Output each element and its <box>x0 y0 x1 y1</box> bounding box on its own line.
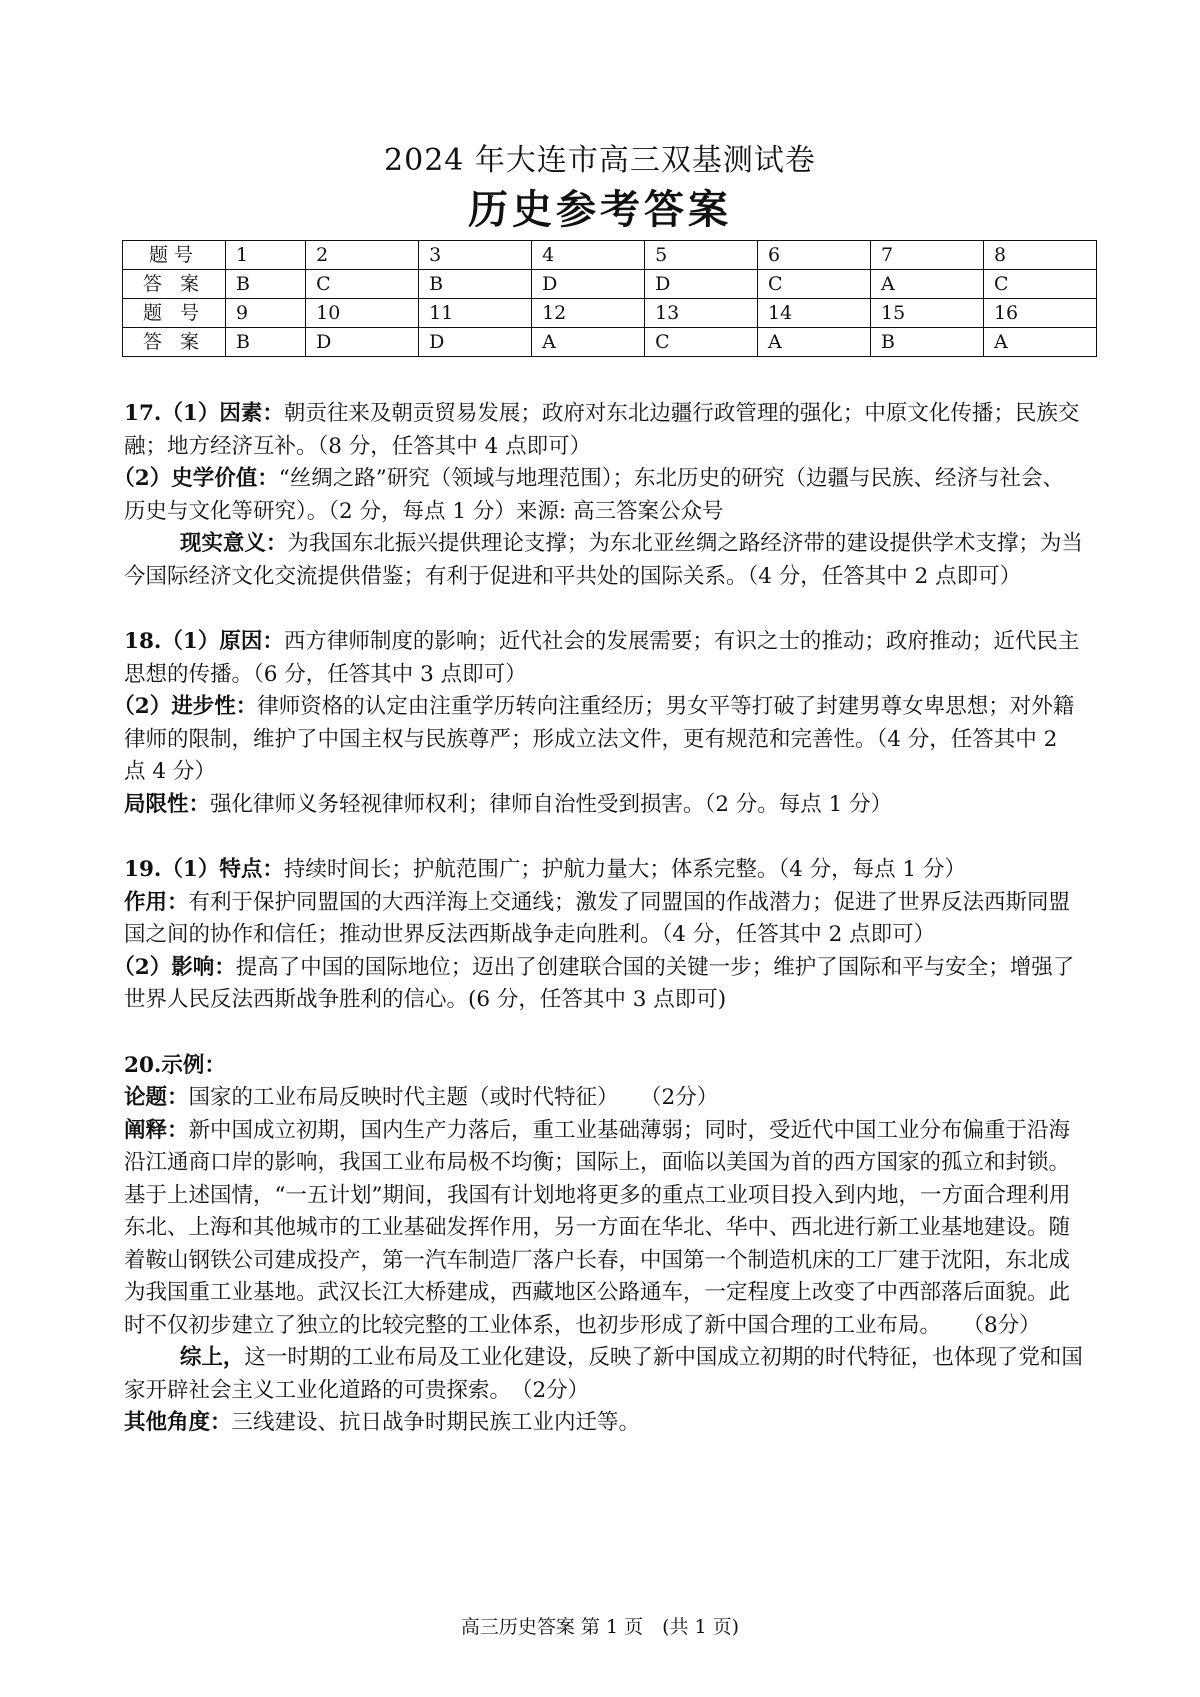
answer-table-cell: D <box>532 270 645 299</box>
q20-explanation-text: 新中国成立初期，国内生产力落后，重工业基础薄弱；同时，受近代中国工业分布偏重于沿海沿江通商口岸的影响，我国工业布局极不均衡；国际上，面临以美国为首的西方国家的孤立和封锁。基于上述国情，“一五计划”期间，我国有计划地将更多的重点工业项目投入到内地，一方面合理利用东北、上海和其他城市的工业基础发挥作用，另一方面在华北、华中、西北进行新工业基地建设。随着鞍山钢铁公司建成投产，第一汽车制造厂落户长春，中国第一个制造机床的工厂建于沈阳，东北成为我国重工业基地。武汉长江大桥建成，西藏地区公路通车，一定程度上改变了中西部落后面貌。此时不仅初步建立了独立的比较完整的工业体系，也初步形成了新中国合理的工业布局。 （8分） <box>124 1117 1071 1338</box>
q19-part3 <box>113 952 1084 1017</box>
q18-part3-head: 局限性： <box>124 791 211 817</box>
question-20 <box>124 1050 1084 1440</box>
question-19 <box>113 854 1084 1017</box>
answer-table-cell: 9 <box>226 299 306 328</box>
answer-table-cell: 4 <box>532 241 645 270</box>
q19-part1-head: 19.（1）特点： <box>124 857 284 882</box>
answer-table-cell: C <box>645 328 758 357</box>
q19-part1-text: 持续时间长；护航范围广；护航力量大；体系完整。（4 分，每点 1 分） <box>283 857 966 882</box>
q17-part1 <box>124 398 1084 463</box>
q17-part2 <box>113 463 1084 528</box>
q18-part1-head: 18.（1）原因： <box>124 629 284 654</box>
q18-part3-text: 强化律师义务轻视律师权利；律师自治性受到损害。（2 分。每点 1 分） <box>210 791 893 817</box>
answer-table-cell: 8 <box>983 241 1096 270</box>
q17-part1-text: 朝贡往来及朝贡贸易发展；政府对东北边疆行政管理的强化；中原文化传播；民族交融；地方经济互补。（8 分，任答其中 4 点即可） <box>124 401 1080 459</box>
answer-table-cell: 3 <box>419 241 532 270</box>
answer-table-cell: D <box>419 328 532 357</box>
answer-table-row <box>123 328 1097 357</box>
answer-table-cell: 16 <box>983 299 1096 328</box>
q20-conclusion-text: 这一时期的工业布局及工业化建设，反映了新中国成立初期的时代特征，也体现了党和国家开辟社会主义工业化道路的可贵探索。 （2分） <box>124 1345 1083 1403</box>
q20-explanation-head: 阐释： <box>124 1117 189 1143</box>
q20-thesis-head: 论题： <box>124 1085 189 1110</box>
q20-conclusion-head: 综上， <box>179 1345 245 1370</box>
answer-table-row-label: 题 号 <box>123 299 226 328</box>
q18-part2 <box>113 691 1084 789</box>
q20-thesis-text: 国家的工业布局反映时代主题（或时代特征） （2分） <box>188 1085 719 1110</box>
answer-table-cell: B <box>226 270 306 299</box>
q20-conclusion <box>124 1342 1084 1407</box>
answer-table-row-label: 答 案 <box>123 270 226 299</box>
answer-table-cell: 12 <box>532 299 645 328</box>
q19-part3-head: （2）影响： <box>113 954 236 980</box>
q17-part1-head: 17.（1）因素： <box>124 401 284 426</box>
q20-thesis <box>124 1082 1084 1115</box>
answer-table-cell: 10 <box>306 299 419 328</box>
answer-content <box>113 398 1084 1440</box>
answer-table-row-label: 题号 <box>123 241 226 270</box>
answer-table-cell: 11 <box>419 299 532 328</box>
q19-part3-text: 提高了中国的国际地位；迈出了创建联合国的关键一步；维护了国际和平与安全；增强了世界人民反法西斯战争胜利的信心。(6 分，任答其中 3 点即可) <box>124 954 1075 1012</box>
answer-table-cell: C <box>306 270 419 299</box>
q20-other-angles-head: 其他角度： <box>124 1410 232 1435</box>
answer-table-cell: 1 <box>226 241 306 270</box>
q17-part3-text: 为我国东北振兴提供理论支撑；为东北亚丝绸之路经济带的建设提供学术支撑；为当今国际经济文化交流提供借鉴；有利于促进和平共处的国际关系。（4 分，任答其中 2 点即可） <box>124 531 1083 589</box>
q19-part2-head: 作用： <box>124 889 189 915</box>
answer-table-row-label: 答 案 <box>123 328 226 357</box>
answer-table-cell: 15 <box>871 299 984 328</box>
q20-head: 20.示例： <box>124 1052 226 1078</box>
q18-part2-head: （2）进步性： <box>113 694 258 719</box>
answer-table-cell: 5 <box>645 241 758 270</box>
answer-table-cell: A <box>871 270 984 299</box>
answer-table-cell: A <box>532 328 645 357</box>
answer-table-cell: D <box>645 270 758 299</box>
q18-part3 <box>124 789 1084 822</box>
q17-part2-head: （2）史学价值： <box>113 466 279 491</box>
q19-part1 <box>124 854 1084 887</box>
answer-table-cell: 2 <box>306 241 419 270</box>
q19-part2-text: 有利于保护同盟国的大西洋海上交通线；激发了同盟国的作战潜力；促进了世界反法西斯同盟国之间的协作和信任；推动世界反法西斯战争走向胜利。（4 分，任答其中 2 点即可） <box>124 889 1071 947</box>
q17-part3-head: 现实意义： <box>179 531 288 556</box>
answer-table-cell: 7 <box>871 241 984 270</box>
q17-part3 <box>124 528 1084 593</box>
answer-table-cell: 13 <box>645 299 758 328</box>
q18-part1-text: 西方律师制度的影响；近代社会的发展需要；有识之士的推动；政府推动；近代民主思想的传播。（6 分，任答其中 3 点即可） <box>124 629 1080 687</box>
exam-title: 2024 年大连市高三双基测试卷 <box>384 143 816 178</box>
answer-table-cell: A <box>983 328 1096 357</box>
answer-key-title: 历史参考答案 <box>468 186 732 233</box>
answer-table-cell: 6 <box>758 241 871 270</box>
page-footer: 高三历史答案 第 1 页 (共 1 页) <box>460 1616 740 1638</box>
answer-table-row <box>123 270 1097 299</box>
answer-table-cell: B <box>419 270 532 299</box>
answer-table-row <box>123 241 1097 270</box>
answer-table-cell: B <box>226 328 306 357</box>
answer-table-cell: B <box>871 328 984 357</box>
answer-table <box>122 240 1097 357</box>
answer-table-cell: D <box>306 328 419 357</box>
q20-other-angles <box>124 1407 1084 1440</box>
question-18 <box>113 626 1084 821</box>
q20-other-angles-text: 三线建设、抗日战争时期民族工业内迁等。 <box>231 1410 641 1435</box>
answer-table-row <box>123 299 1097 328</box>
q17-part2-text: “丝绸之路”研究（领域与地理范围）；东北历史的研究（边疆与民族、经济与社会、历史与文化等研究）。（2 分，每点 1 分）来源: 高三答案公众号 <box>124 466 1064 524</box>
q20-explanation <box>124 1115 1084 1343</box>
q19-part2 <box>124 887 1084 952</box>
answer-table-cell: C <box>983 270 1096 299</box>
q18-part2-text: 律师资格的认定由注重学历转向注重经历；男女平等打破了封建男尊女卑思想；对外籍律师的限制，维护了中国主权与民族尊严；形成立法文件，更有规范和完善性。（4 分，任答其中 2 点 4 分） <box>124 694 1075 784</box>
q18-part1 <box>124 626 1084 691</box>
question-17 <box>113 398 1084 593</box>
answer-table-cell: C <box>758 270 871 299</box>
answer-table-cell: A <box>758 328 871 357</box>
answer-table-cell: 14 <box>758 299 871 328</box>
